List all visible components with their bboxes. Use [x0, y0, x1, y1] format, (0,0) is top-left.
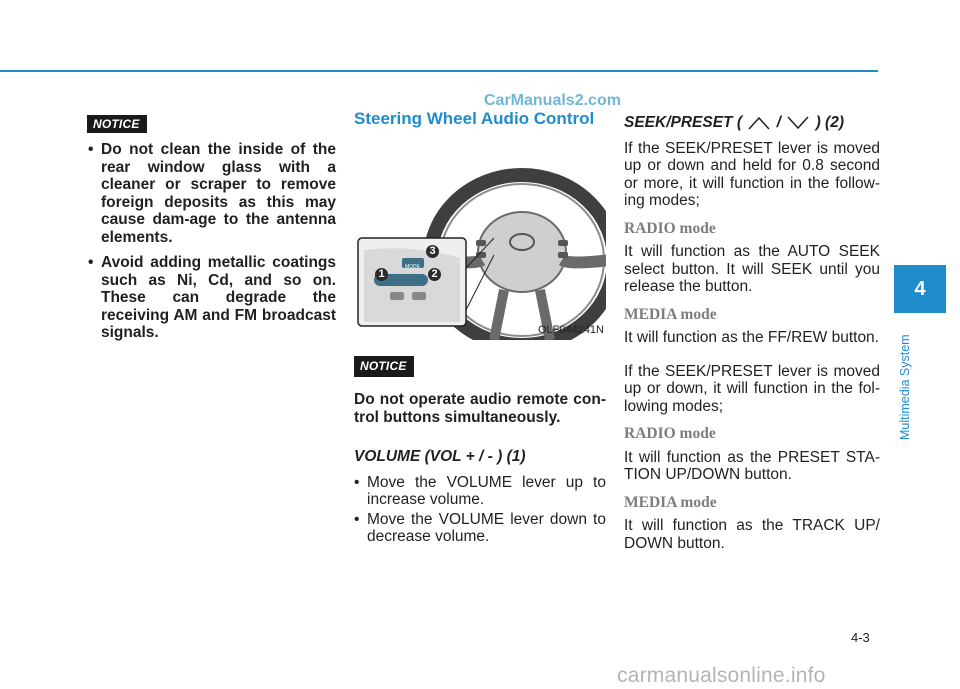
callout-1: 1	[375, 268, 388, 281]
media-mode-heading: MEDIA mode	[624, 305, 717, 323]
section-title: Steering Wheel Audio Control	[354, 109, 595, 128]
middle-column	[354, 110, 606, 554]
seek-heading-prefix: SEEK/PRESET (	[624, 114, 742, 131]
middle-notice-text: Do not operate audio remote con-trol buttons simultaneously.	[354, 391, 606, 426]
media-mode-heading: MEDIA mode	[624, 493, 717, 511]
seek-intro-held: If the SEEK/PRESET lever is moved up or down and held for 0.8 second or more, it will function in the follow-ing modes;	[624, 139, 880, 209]
chevron-up-icon	[746, 115, 772, 131]
figure-caption: OLF044241N	[537, 324, 604, 336]
seek-heading-separator: /	[776, 114, 781, 131]
radio-mode-text: It will function as the PRESET STA-TION UP/DOWN button.	[624, 448, 880, 483]
notice-badge: NOTICE	[354, 356, 414, 378]
radio-mode-text: It will function as the AUTO SEEK select button. It will SEEK until you release the button.	[624, 243, 880, 295]
volume-bullet: • Move the VOLUME lever up to increase volume.	[354, 474, 606, 509]
seek-intro-short: If the SEEK/PRESET lever is moved up or down, it will function in the fol-lowing modes;	[624, 362, 880, 415]
radio-mode-heading: RADIO mode	[624, 219, 716, 237]
media-mode-text: It will function as the FF/REW button.	[624, 329, 879, 346]
right-column	[624, 114, 880, 552]
steering-wheel-illustration	[354, 140, 606, 340]
notice-item: • Avoid adding metallic coatings such as Ni, Cd, and so on. These can degrade the receiving AM and FM broadcast signals.	[88, 254, 336, 342]
radio-mode-heading: RADIO mode	[624, 425, 716, 442]
volume-heading: VOLUME (VOL + / - ) (1)	[354, 448, 526, 465]
callout-2: 2	[428, 268, 441, 281]
volume-bullet: • Move the VOLUME lever down to decrease volume.	[354, 511, 606, 546]
left-notice-column	[88, 141, 336, 350]
seek-heading	[624, 114, 880, 132]
callout-3: 3	[426, 245, 439, 258]
mode-button-label: MODE	[405, 263, 420, 270]
chapter-title: Multimedia System	[898, 334, 912, 440]
watermark-bottom: carmanualsonline.info	[617, 664, 826, 687]
chevron-down-icon	[785, 115, 811, 131]
notice-badge: NOTICE	[87, 115, 147, 133]
steering-wheel-figure	[354, 140, 606, 340]
header-rule	[0, 70, 878, 72]
chapter-tab: 4	[894, 265, 946, 313]
notice-item: • Do not clean the inside of the rear window glass with a cleaner or scraper to remove foreign deposits as this may cause dam-age to the antenna elements.	[88, 141, 336, 246]
seek-heading-suffix: ) (2)	[815, 114, 844, 131]
watermark-top: CarManuals2.com	[484, 92, 621, 109]
page-number: 4-3	[851, 630, 870, 645]
media-mode-text: It will function as the TRACK UP/ DOWN button.	[624, 517, 880, 552]
